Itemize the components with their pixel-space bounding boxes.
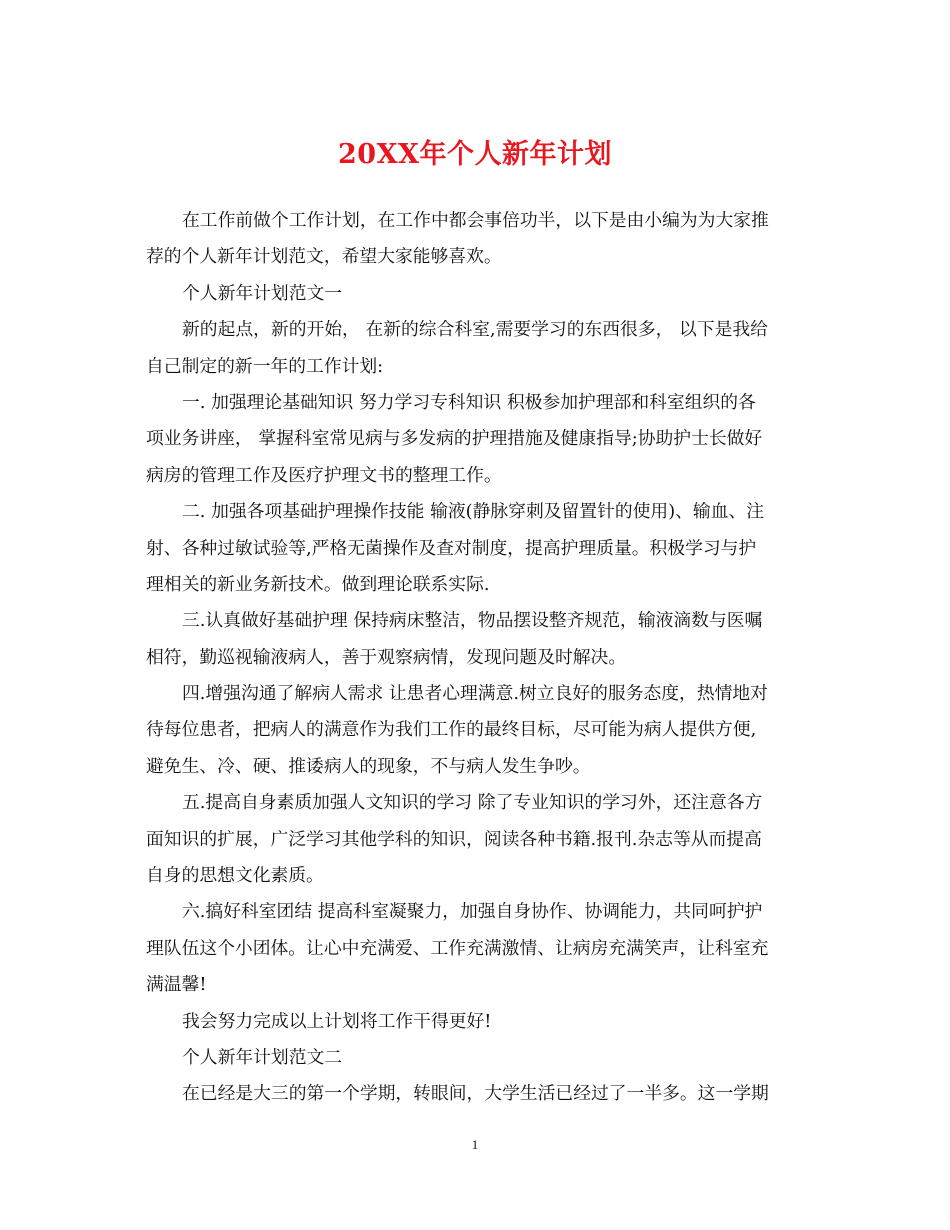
paragraph xyxy=(146,603,806,676)
paragraph-line: 待每位患者，把病人的满意作为我们工作的最终目标，尽可能为病人提供方便, xyxy=(146,719,757,741)
document-body xyxy=(146,203,806,1113)
paragraph-line: 三.认真做好基础护理 保持病床整洁，物品摆设整齐规范，输液滴数与医嘱 xyxy=(182,610,763,632)
paragraph-line: 荐的个人新年计划范文，希望大家能够喜欢。 xyxy=(146,246,502,268)
paragraph xyxy=(146,894,806,1003)
paragraph-line: 在已经是大三的第一个学期，转眼间，大学生活已经过了一半多。这一学期 xyxy=(182,1083,769,1105)
paragraph-line: 理相关的新业务新技术。做到理论联系实际. xyxy=(146,573,490,595)
paragraph-line: 理队伍这个小团体。让心中充满爱、工作充满激情、让病房充满笑声，让科室充 xyxy=(146,937,769,959)
page-number: 1 xyxy=(471,1137,479,1152)
paragraph-line: 个人新年计划范文一 xyxy=(182,282,343,304)
paragraph-line: 一. 加强理论基础知识 努力学习专科知识 积极参加护理部和科室组织的各 xyxy=(182,391,756,413)
paragraph-line: 二. 加强各项基础护理操作技能 输液(静脉穿刺及留置针的使用)、输血、注 xyxy=(182,501,765,523)
paragraph-line: 面知识的扩展，广泛学习其他学科的知识，阅读各种书籍.报刊.杂志等从而提高 xyxy=(146,828,762,850)
paragraph-line: 相符，勤巡视输液病人，善于观察病情，发现问题及时解决。 xyxy=(146,646,627,668)
paragraph-line: 自己制定的新一年的工作计划: xyxy=(146,355,384,377)
paragraph xyxy=(146,203,806,276)
paragraph-line: 新的起点，新的开始， 在新的综合科室,需要学习的东西很多， 以下是我给 xyxy=(182,319,768,341)
paragraph-line: 满温馨! xyxy=(146,974,207,996)
paragraph-line: 病房的管理工作及医疗护理文书的整理工作。 xyxy=(146,464,502,486)
paragraph-line: 五.提高自身素质加强人文知识的学习 除了专业知识的学习外，还注意各方 xyxy=(182,792,763,814)
paragraph xyxy=(146,676,806,785)
paragraph xyxy=(146,494,806,603)
paragraph xyxy=(146,1076,806,1112)
paragraph-line: 项业务讲座， 掌握科室常见病与多发病的护理措施及健康指导;协助护士长做好 xyxy=(146,428,763,450)
paragraph-line: 避免生、冷、硬、推诿病人的现象，不与病人发生争吵。 xyxy=(146,755,591,777)
document-title: 20XX年个人新年计划 xyxy=(338,139,612,170)
paragraph-line: 个人新年计划范文二 xyxy=(182,1046,343,1068)
paragraph-line: 自身的思想文化素质。 xyxy=(146,865,324,887)
paragraph xyxy=(146,1040,806,1076)
paragraph xyxy=(146,1004,806,1040)
paragraph xyxy=(146,785,806,894)
paragraph-line: 六.搞好科室团结 提高科室凝聚力，加强自身协作、协调能力，共同呵护护 xyxy=(182,901,763,923)
paragraph xyxy=(146,312,806,385)
paragraph xyxy=(146,276,806,312)
paragraph-line: 在工作前做个工作计划，在工作中都会事倍功半，以下是由小编为为大家推 xyxy=(182,210,769,231)
paragraph-line: 我会努力完成以上计划将工作干得更好! xyxy=(182,1010,492,1032)
paragraph-line: 射、各种过敏试验等,严格无菌操作及查对制度，提高护理质量。积极学习与护 xyxy=(146,537,757,559)
paragraph xyxy=(146,385,806,494)
paragraph-line: 四.增强沟通了解病人需求 让患者心理满意.树立良好的服务态度，热情地对 xyxy=(182,683,768,705)
